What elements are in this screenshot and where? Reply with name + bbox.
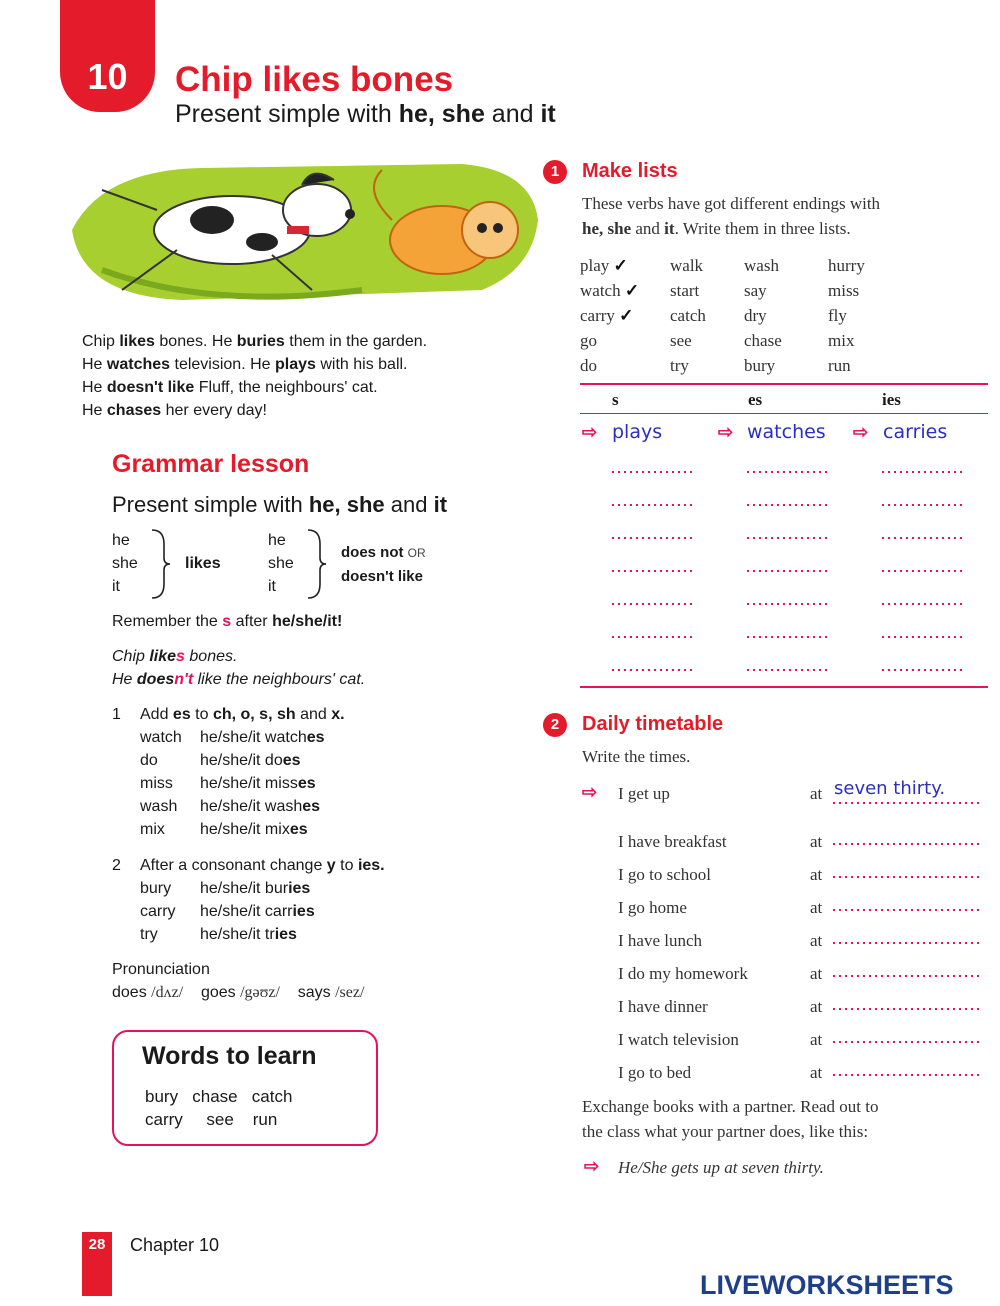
section-2-badge: 2 (543, 713, 567, 737)
story-line-2: He watches television. He plays with his ball. (82, 356, 408, 373)
pronunciation-row: does /dʌz/ goes /gəʊz/ says /sez/ (112, 984, 365, 1001)
answer-underline (833, 800, 985, 806)
example-1: Chip likes bones. (112, 648, 238, 665)
make-lists-instruction-1: These verbs have got different endings with (582, 194, 881, 213)
arrow-icon: ⇨ (582, 422, 598, 442)
verb-column-4: hurry miss fly mix run (828, 256, 865, 375)
rule-2-text: After a consonant change y to ies. (140, 857, 385, 874)
rule-1-number: 1 (112, 706, 121, 723)
story-line-3: He doesn't like Fluff, the neighbours' cat. (82, 379, 378, 396)
make-lists-title: Make lists (582, 160, 678, 182)
at-label: at (810, 784, 823, 803)
story-line-1: Chip likes bones. He buries them in the garden. (82, 333, 428, 350)
column-header-s: s (612, 390, 619, 409)
words-row-2: carry see run (145, 1110, 278, 1129)
negative-forms: does not OR doesn't like (341, 544, 426, 585)
grammar-title: Grammar lesson (112, 450, 310, 478)
example-2: He doesn't like the neighbours' cat. (112, 671, 366, 688)
rule-2-number: 2 (112, 857, 121, 874)
words-title: Words to learn (142, 1042, 317, 1070)
dog-chasing-cat-illustration (62, 150, 542, 310)
arrow-icon: ⇨ (584, 1156, 600, 1176)
page-number: 28 (88, 1236, 106, 1253)
pronoun-list-b: he she it (268, 532, 294, 595)
example-sentence: He/She gets up at seven thirty. (618, 1158, 824, 1177)
pronoun-list-a: he she it (112, 532, 138, 595)
rule-1-forms: he/she/it watches he/she/it does he/she/it misses he/she/it washes he/she/it mixes (200, 729, 325, 838)
time-answer-blanks[interactable] (833, 838, 985, 1078)
arrow-icon: ⇨ (718, 422, 734, 442)
page-subtitle: Present simple with he, she and it (175, 100, 556, 128)
grammar-subtitle: Present simple with he, she and it (112, 492, 448, 517)
arrow-icon: ⇨ (582, 782, 598, 802)
activity-get-up: I get up (618, 784, 670, 803)
verb-column-2: walk start catch see try (670, 256, 706, 375)
activity-list: I have breakfast I go to school I go home I have lunch I do my homework I have dinner I watch television I go to bed (618, 832, 748, 1082)
arrow-icon: ⇨ (853, 422, 869, 442)
rule-2-verbs: bury carry try (140, 880, 176, 943)
liveworksheets-logo[interactable]: LIVEWORKSHEETS (700, 1270, 954, 1300)
answer-s[interactable]: plays (612, 421, 663, 443)
chapter-label: Chapter 10 (130, 1235, 220, 1255)
table-bottom-rule (580, 686, 988, 688)
verb-column-3: wash say dry chase bury (744, 256, 782, 375)
exchange-text-2: the class what your partner does, like this: (582, 1122, 869, 1141)
table-top-rule (580, 383, 988, 385)
answer-blanks-grid (612, 460, 972, 680)
timetable-instruction: Write the times. (582, 747, 691, 766)
answer-get-up[interactable]: seven thirty. (834, 778, 946, 799)
at-labels: at at at at at at at at (810, 832, 823, 1082)
page-title: Chip likes bones (175, 60, 454, 99)
verb-column-1: play ✓ watch ✓ carry ✓ go do (580, 256, 640, 375)
story-line-4: He chases her every day! (82, 402, 267, 419)
brace-b (306, 528, 328, 600)
rule-2-forms: he/she/it buries he/she/it carries he/she/it tries (200, 880, 315, 943)
words-row-1: bury chase catch (145, 1087, 293, 1106)
brace-a (150, 528, 172, 600)
pronunciation-label: Pronunciation (112, 961, 210, 978)
rule-1-text: Add es to ch, o, s, sh and x. (140, 706, 345, 723)
timetable-title: Daily timetable (582, 713, 724, 735)
rule-1-verbs: watch do miss wash mix (140, 729, 182, 838)
answer-es[interactable]: watches (747, 421, 826, 443)
column-header-ies: ies (882, 390, 901, 409)
answer-ies[interactable]: carries (883, 421, 948, 443)
section-1-badge: 1 (543, 160, 567, 184)
chapter-number: 10 (87, 56, 128, 97)
table-header-rule (580, 413, 988, 414)
exchange-text-1: Exchange books with a partner. Read out to (582, 1097, 879, 1116)
column-header-es: es (748, 390, 763, 409)
make-lists-instruction-2: he, she and it. Write them in three lists. (582, 219, 851, 238)
likes-label: likes (185, 555, 221, 572)
remember-note: Remember the s after he/she/it! (112, 613, 343, 630)
